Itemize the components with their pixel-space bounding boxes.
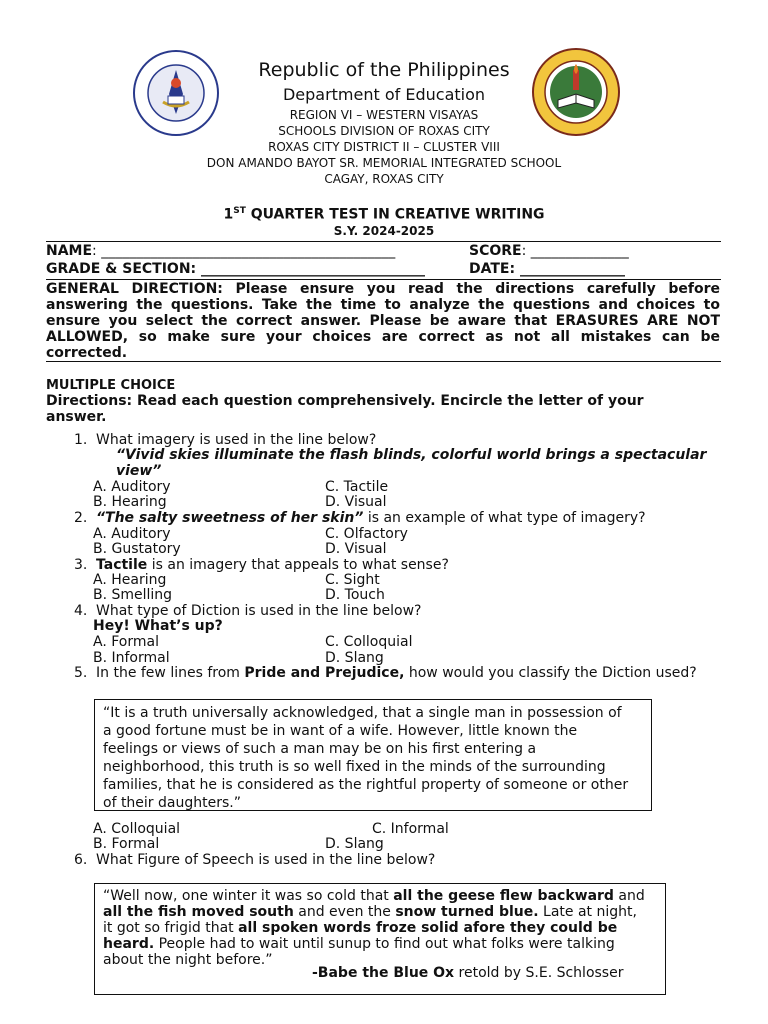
option-b[interactable]: B. Gustatory [93,541,181,557]
divider [46,241,721,242]
passage-line: all the fish moved south and even the snow turned blue. Late at night, [103,904,637,920]
option-d[interactable]: D. Visual [325,541,387,557]
question-1: 1. What imagery is used in the line below? [74,432,377,448]
section-directions: Directions: Read each question comprehensively. Encircle the letter of your answer. [46,393,644,425]
passage-line: “It is a truth universally acknowledged, that a single man in possession of [103,705,622,721]
option-c[interactable]: C. Informal [372,821,449,837]
option-d[interactable]: D. Visual [325,494,387,510]
grade-section-field[interactable]: GRADE & SECTION: ________________________________ [46,261,426,277]
question-3: 3. Tactile is an imagery that appeals to what sense? [74,557,449,573]
divider [46,361,721,362]
passage-line: feelings or views of such a man may be on his first entering a [103,741,537,757]
passage-line: families, that he is considered as the rightful property of someone or other [103,777,629,793]
question-4-line: Hey! What’s up? [93,618,223,634]
passage-box [94,699,652,811]
option-a[interactable]: A. Formal [93,634,159,650]
name-field[interactable]: NAME: __________________________________________ [46,243,396,259]
option-d[interactable]: D. Slang [325,836,384,852]
region-line: REGION VI – WESTERN VISAYAS [289,108,479,122]
passage-line: neighborhood, this truth is so well fixed in the minds of the surrounding [103,759,606,775]
division-line: SCHOOLS DIVISION OF ROXAS CITY [278,124,490,138]
divider [46,279,721,280]
option-b[interactable]: B. Smelling [93,587,173,603]
district-line: ROXAS CITY DISTRICT II – CLUSTER VIII [268,140,500,154]
option-c[interactable]: C. Sight [325,572,380,588]
option-a[interactable]: A. Auditory [93,526,171,542]
passage-line: of their daughters.” [103,795,241,811]
option-c[interactable]: C. Colloquial [325,634,413,650]
question-4: 4. What type of Diction is used in the line below? [74,603,422,619]
score-field[interactable]: SCORE: ______________ [469,243,629,259]
republic-heading: Republic of the Philippines [258,59,510,81]
option-c[interactable]: C. Olfactory [325,526,408,542]
passage-line: heard. People had to wait until sunup to find out what folks were talking [103,936,615,952]
passage-line: “Well now, one winter it was so cold that all the geese flew backward and [103,888,645,904]
section-title: MULTIPLE CHOICE [46,378,176,393]
question-2: 2. “The salty sweetness of her skin” is an example of what type of imagery? [74,510,646,526]
option-c[interactable]: C. Tactile [325,479,389,495]
question-6: 6. What Figure of Speech is used in the line below? [74,852,436,868]
option-a[interactable]: A. Auditory [93,479,171,495]
general-direction: GENERAL DIRECTION: Please ensure you read the directions carefully before answering the questions. Take the time to analyze the questions and choices to ensure you select the correct answer. Please be aware that ERASURES ARE NOT ALLOWED, so make sure your choices are correct as not all mistakes can be corrected. [46,281,720,361]
option-b[interactable]: B. Hearing [93,494,167,510]
option-d[interactable]: D. Slang [325,650,384,666]
passage-line: it got so frigid that all spoken words froze solid afore they could be [103,920,618,936]
department-heading: Department of Education [282,85,486,104]
school-line: DON AMANDO BAYOT SR. MEMORIAL INTEGRATED SCHOOL [206,156,562,170]
option-a[interactable]: A. Colloquial [93,821,181,837]
option-d[interactable]: D. Touch [325,587,385,603]
date-field[interactable]: DATE: _______________ [469,261,625,277]
option-b[interactable]: B. Formal [93,836,160,852]
passage-line: a good fortune must be in want of a wife. However, little known the [103,723,578,739]
school-year: S.Y. 2024-2025 [333,224,435,238]
option-a[interactable]: A. Hearing [93,572,167,588]
test-title: 1ST QUARTER TEST IN CREATIVE WRITING [223,206,545,223]
question-1-quote: “Vivid skies illuminate the flash blinds, colorful world brings a spectacular view” [116,447,707,479]
option-b[interactable]: B. Informal [93,650,170,666]
question-5: 5. In the few lines from Pride and Prejudice, how would you classify the Diction used? [74,665,697,681]
passage-attribution: -Babe the Blue Ox retold by S.E. Schlosser [312,965,624,981]
location-line: CAGAY, ROXAS CITY [324,172,444,186]
passage-line: about the night before.” [103,952,273,968]
